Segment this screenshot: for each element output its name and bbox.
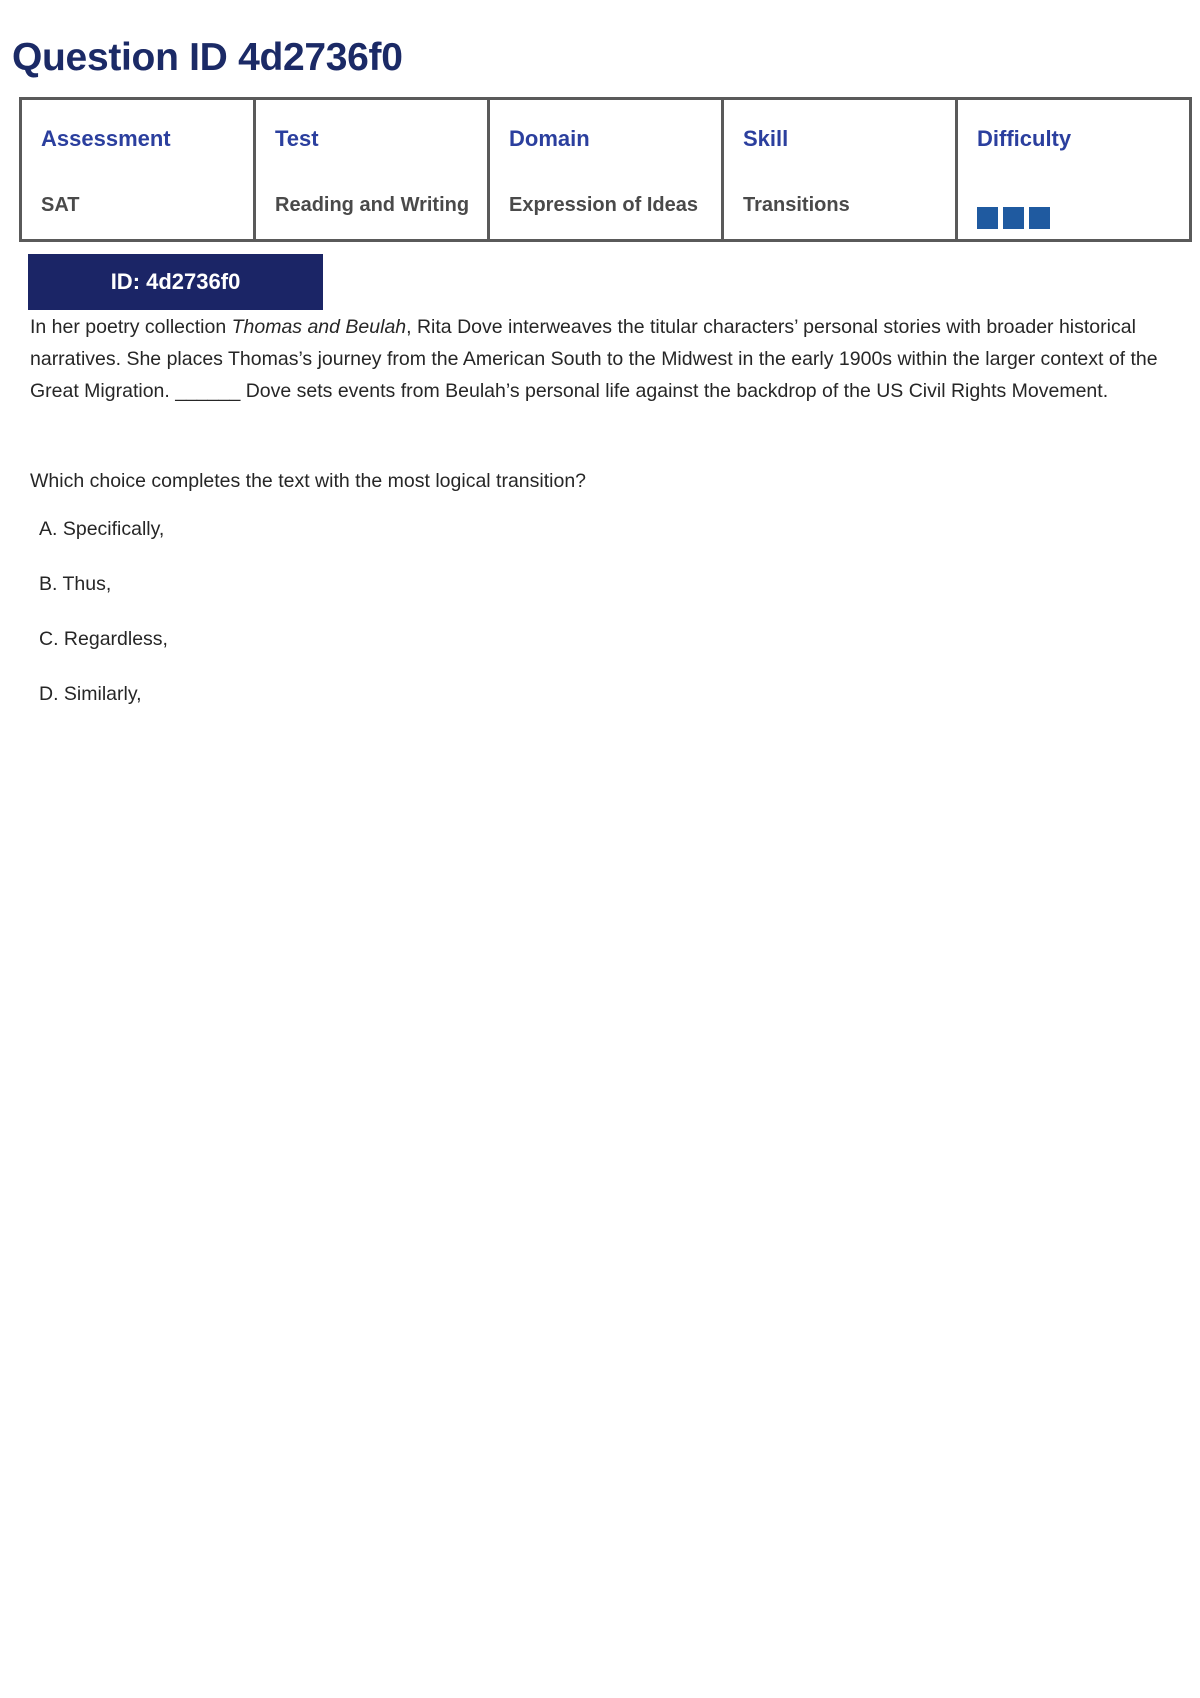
- skill-heading: Skill: [743, 126, 789, 151]
- assessment-cell: [21, 99, 255, 241]
- difficulty-heading: Difficulty: [977, 126, 1072, 151]
- question-metadata-table: [19, 97, 1192, 242]
- test-heading: Test: [275, 126, 319, 151]
- question-prompt: Which choice completes the text with the most logical transition?: [30, 470, 587, 492]
- domain-value: Expression of Ideas: [509, 194, 698, 216]
- choice-d[interactable]: D. Similarly,: [39, 683, 142, 705]
- choice-a[interactable]: A. Specifically,: [39, 518, 165, 540]
- difficulty-indicator: [977, 207, 1050, 229]
- choice-c[interactable]: C. Regardless,: [39, 628, 168, 650]
- test-cell: [255, 99, 489, 241]
- domain-cell: [489, 99, 723, 241]
- answer-choices: [39, 513, 168, 733]
- difficulty-square: [1029, 207, 1050, 229]
- skill-value: Transitions: [743, 194, 850, 216]
- test-value: Reading and Writing: [275, 194, 470, 216]
- passage-text-start: In her poetry collection: [30, 316, 232, 338]
- assessment-heading: Assessment: [41, 126, 171, 151]
- page-title: Question ID 4d2736f0: [12, 36, 403, 79]
- difficulty-cell: [957, 99, 1191, 241]
- question-passage: [30, 311, 1180, 407]
- domain-heading: Domain: [509, 126, 590, 151]
- difficulty-square: [1003, 207, 1024, 229]
- question-id-banner: ID: 4d2736f0: [28, 254, 323, 310]
- metadata-row: [21, 99, 1191, 241]
- skill-cell: [723, 99, 957, 241]
- passage-text-end: , Rita Dove interweaves the titular characters’ personal stories with broader historical narratives. She places Thomas’s journey from the American South to the Midwest in the early 1900s within the larger context of the Great Migration. ______ Dove sets events from Beulah’s personal life against the backdrop of the US Civil Rights Movement.: [30, 316, 1158, 402]
- choice-b[interactable]: B. Thus,: [39, 573, 112, 595]
- assessment-value: SAT: [41, 194, 80, 216]
- difficulty-square: [977, 207, 998, 229]
- passage-book-title: Thomas and Beulah: [231, 316, 407, 338]
